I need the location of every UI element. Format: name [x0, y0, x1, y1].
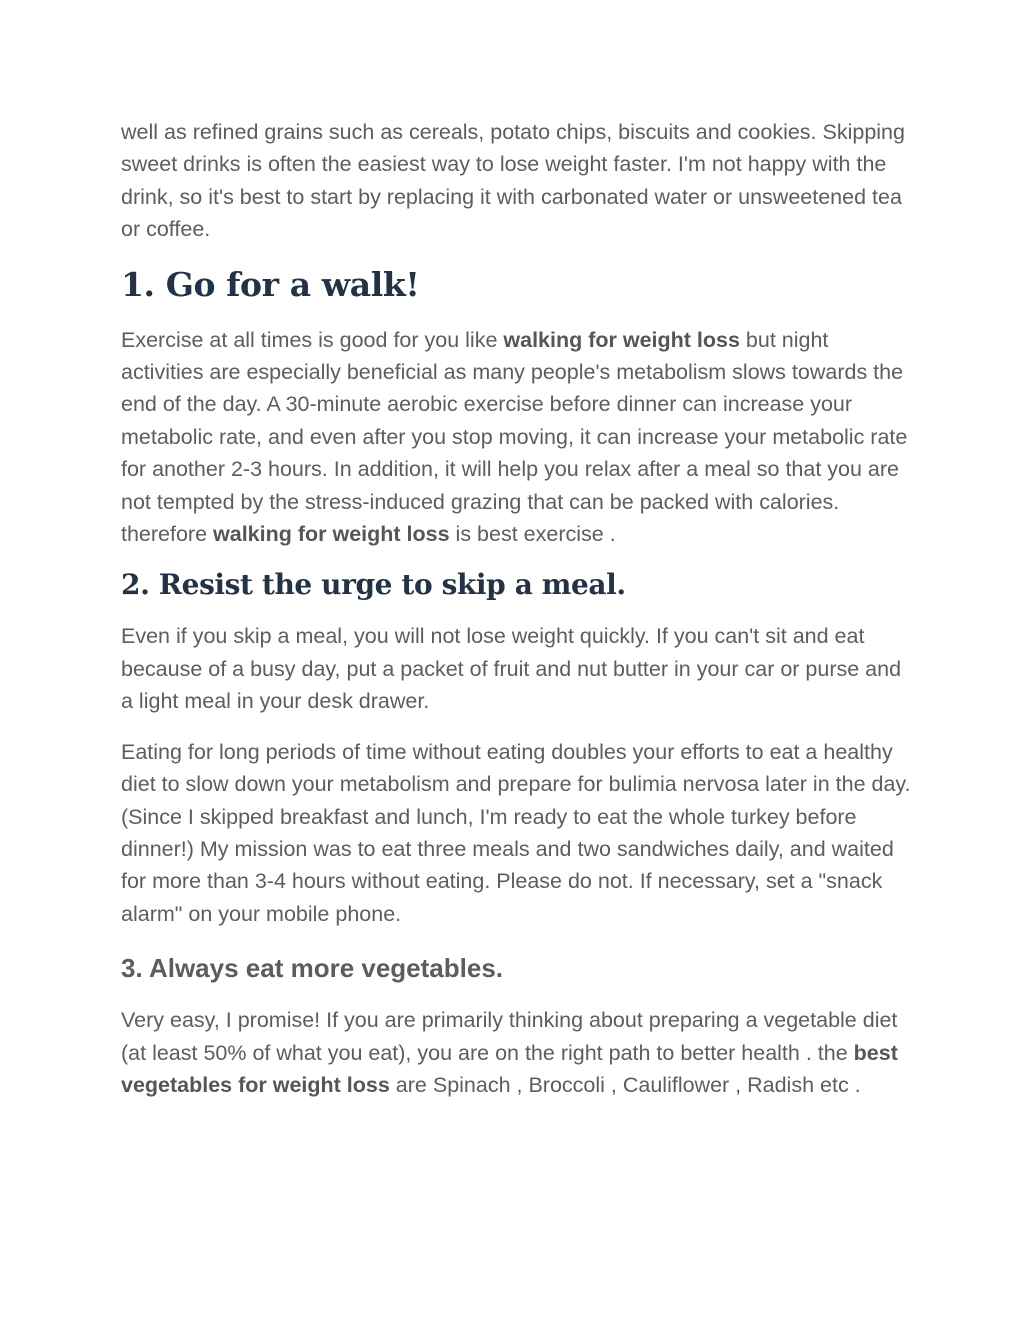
walk-keyword-1: walking for weight loss: [503, 327, 740, 352]
skip-meal-paragraph-2: Eating for long periods of time without eating doubles your efforts to eat a healthy diet to slow down your metabolism and prepare for bulimia nervosa later in the day. (Since I skipped breakfast and lunch, I'm ready to eat the whole turkey before dinner!) My mission was to eat three meals and two sandwiches daily, and waited for more than 3-4 hours without eating. Please do not. If necessary, set a "snack alarm" on your mobile phone.: [121, 739, 911, 926]
vegetables-text-2: are Spinach , Broccoli , Cauliflower , Radish etc .: [389, 1072, 861, 1097]
walk-text-2: but night activities are especially beneficial as many people's metabolism slows towards the end of the day. A 30-minute aerobic exercise before dinner can increase your metabolic rate, and even after you stop moving, it can increase your metabolic rate for another 2-3 hours. In addition, it will help you relax after a meal so that you are not tempted by the stress-induced grazing that can be packed with calories. therefore: [121, 327, 908, 547]
intro-paragraph: well as refined grains such as cereals, potato chips, biscuits and cookies. Skipping sweet drinks is often the easiest way to lose weight faster. I'm not happy with the drink, so it's best to start by replacing it with carbonated water or unsweetened tea or coffee.: [121, 120, 905, 242]
section-heading-vegetables: 3. Always eat more vegetables.: [121, 953, 504, 984]
section-heading-walk: 1. Go for a walk!: [121, 264, 420, 304]
document-page: [121, 116, 911, 1101]
vegetables-keyword: best vegetables for weight loss: [121, 1040, 898, 1097]
walk-keyword-2: walking for weight loss: [213, 522, 450, 547]
walk-paragraph: [121, 324, 911, 551]
section-heading-skip-meal: 2. Resist the urge to skip a meal.: [121, 568, 626, 602]
skip-meal-paragraph-1: Even if you skip a meal, you will not lose weight quickly. If you can't sit and eat because of a busy day, put a packet of fruit and nut butter in your car or purse and a light meal in your desk drawer.: [121, 624, 902, 714]
vegetables-text-1: Very easy, I promise! If you are primarily thinking about preparing a vegetable diet (at least 50% of what you eat), you are on the right path to better health . the: [121, 1008, 898, 1065]
walk-text-3: is best exercise .: [449, 522, 616, 547]
walk-text-1: Exercise at all times is good for you like: [121, 327, 504, 352]
vegetables-paragraph: [121, 1004, 911, 1101]
